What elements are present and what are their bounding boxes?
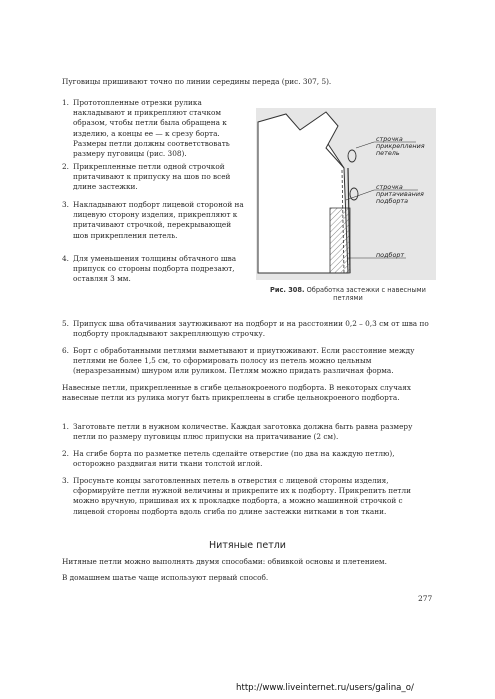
label-stitch-facing: строчка притачивания подборта	[376, 183, 424, 206]
figure-caption	[260, 286, 436, 303]
paragraph: Навесные петли, прикрепленные в сгибе цельнокроеного подборта. В некоторых случаях навесные петли из рулика могут быть прикреплены в сгибе цельнокроеного подборта.	[62, 383, 411, 403]
list-number: 6.	[62, 346, 69, 355]
list-number: 4.	[62, 254, 69, 263]
list-text: Прототопленные отрезки рулика накладывают и прикрепляют стачком образом, чтобы петли была обращена к изделию, а концы ее — к срезу борта. Размеры петли должны соответствовать размеру пуговицы (рис. 308).	[73, 98, 230, 159]
list-text: Борт с обработанными петлями выметывают и приутюживают. Если расстояние между петлями не более 1,5 см, то сформировать полосу из петель можно цельным (неразрезанным) шнуром или руликом. Петлям можно придать различная форма.	[73, 346, 415, 376]
caption-text: Обработка застежки с навесными петлями	[306, 286, 426, 303]
list-text: На сгибе борта по разметке петель сделайте отверстие (по два на каждую петлю), осторожно раздвигая нити ткани толстой иглой.	[73, 449, 395, 469]
list-text: Припуск шва обтачивания заутюживают на подборт и на расстоянии 0,2 – 0,3 см от шва по подборту прокладывают закрепляющую строчку.	[73, 319, 429, 339]
list-text: Для уменьшения толщины обтачного шва припуск со стороны подборта подрезают, оставляя 3 мм.	[73, 254, 237, 284]
list-number: 1.	[62, 98, 69, 107]
footer-url[interactable]: http://www.liveinternet.ru/users/galina_o/	[236, 683, 414, 693]
list-number: 3.	[62, 200, 69, 209]
list-number: 5.	[62, 319, 69, 328]
list-number: 2.	[62, 449, 69, 458]
list-number: 1.	[62, 422, 69, 431]
intro-text: Пуговицы пришивают точно по линии середины переда (рис. 307, 5).	[62, 77, 332, 86]
label-stitch-loops: строчка прикрепления петель	[376, 135, 425, 158]
label-facing: подборт	[376, 251, 405, 259]
list-text: Заготовьте петли в нужном количестве. Каждая заготовка должна быть равна размеру петли по размеру пуговицы плюс припуски на притачивание (2 см).	[73, 422, 413, 442]
list-text: Прикрепленные петли одной строчкой притачивают к припуску на шов по всей длине застежки.	[73, 162, 231, 192]
list-text: Накладывают подборт лицевой стороной на лицевую сторону изделия, прикрепляют к притачивают строчкой, перекрывающей шов прикрепления петель.	[73, 200, 244, 240]
list-text: Просуньте концы заготовленных петель в отверстия с лицевой стороны изделия, сформируйте петли нужной величины и прикрепите их к подборту. Прикрепить петли можно вручную, пришивая их к прокладке подборта, а можно машинной строчкой с лицевой стороны подборта вдоль сгиба по длине застежки нитками в тон ткани.	[73, 476, 411, 516]
list-number: 3.	[62, 476, 69, 485]
figure-308	[256, 108, 436, 308]
paragraph: В домашнем шатье чаще используют первый способ.	[62, 573, 269, 582]
caption-number: Рис. 308.	[270, 286, 305, 294]
page-number: 277	[418, 594, 433, 603]
list-number: 2.	[62, 162, 69, 171]
paragraph: Нитяные петли можно выполнять двумя способами: обвивкой основы и плетением.	[62, 557, 387, 566]
section-title: Нитяные петли	[209, 540, 286, 551]
